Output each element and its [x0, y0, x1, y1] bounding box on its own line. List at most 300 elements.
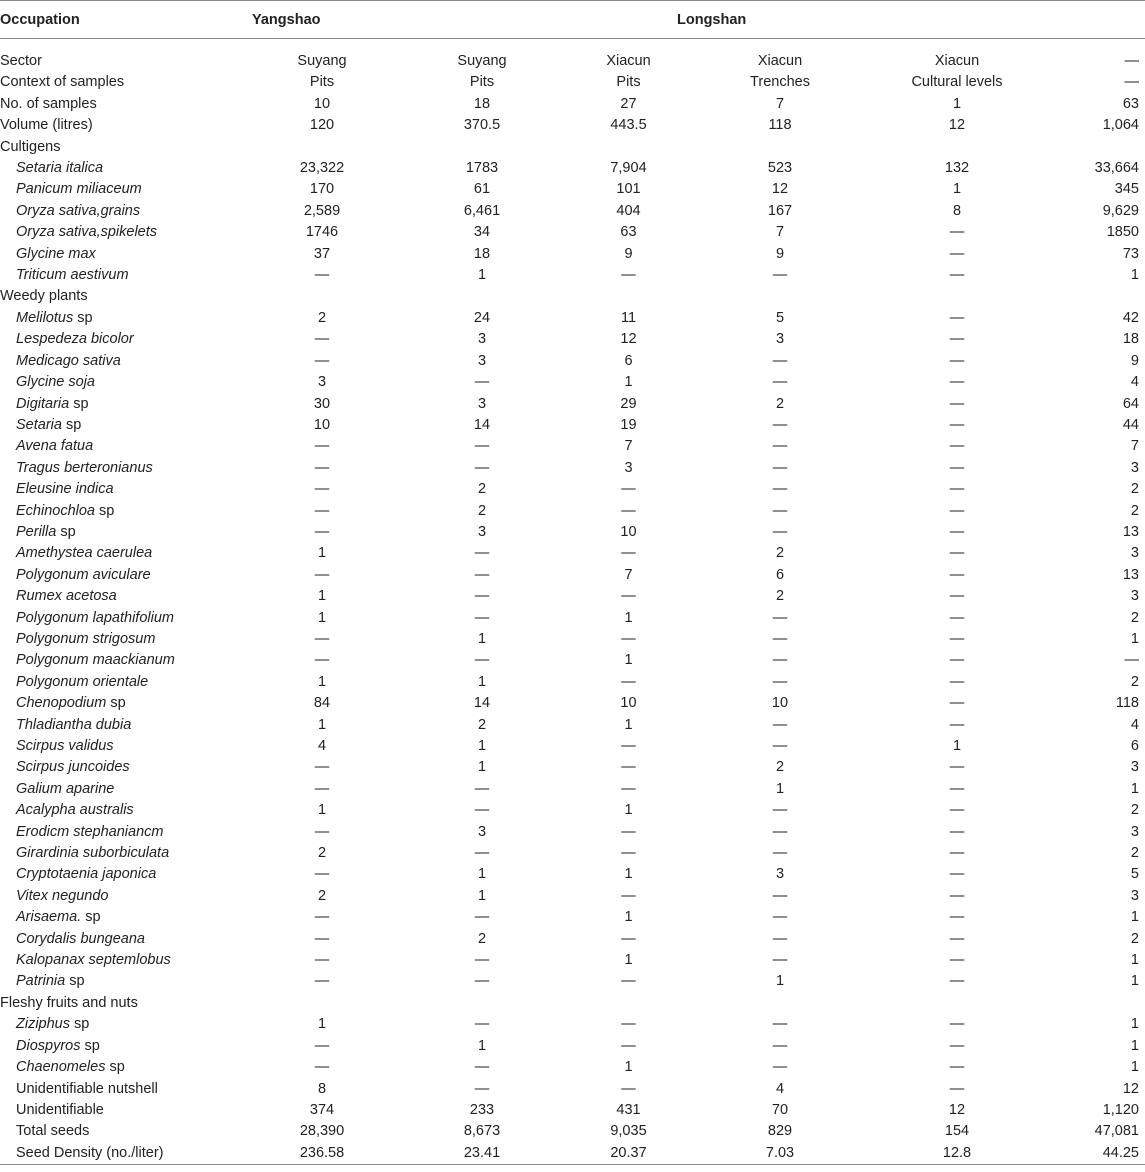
row-label [0, 822, 252, 843]
table-cell: — [314, 780, 330, 797]
table-cell: 2 [775, 588, 785, 605]
table-cell: — [474, 438, 490, 455]
table-cell: — [474, 1059, 490, 1076]
table-cell: 1 [624, 866, 633, 883]
species-name: Galium aparine [16, 780, 115, 797]
table-cell: 1783 [465, 160, 499, 177]
table-body [0, 39, 1145, 1165]
species-name: Perilla [16, 523, 57, 540]
table-cell: — [474, 652, 490, 669]
species-name: Erodicm stephaniancm [16, 823, 164, 840]
table-row [0, 522, 1145, 543]
table-row [0, 736, 1145, 757]
table-cell: — [949, 416, 965, 433]
species-name: Avena fatua [16, 438, 94, 455]
table-cell: — [949, 802, 965, 819]
species-suffix: sp [69, 395, 89, 412]
table-cell: — [949, 1080, 965, 1097]
row-label: Sector [0, 53, 42, 69]
species-name: Acalypha australis [16, 802, 134, 819]
table-cell: 30 [313, 395, 331, 412]
table-cell: 1 [317, 802, 327, 819]
table-cell: 1 [477, 673, 487, 690]
table-cell: — [621, 738, 636, 754]
table-cell: — [772, 267, 788, 284]
table-cell: 2 [477, 930, 487, 947]
table-cell: 42 [1122, 309, 1139, 326]
species-name: Digitaria [16, 395, 70, 412]
table-cell: 2 [317, 309, 327, 326]
table-row [0, 650, 1145, 671]
species-name: Medicago sativa [16, 352, 121, 369]
table-cell [1039, 137, 1145, 158]
table-cell: 7.03 [685, 1143, 875, 1165]
table-cell: — [474, 374, 490, 391]
table-cell: 7 [624, 566, 633, 583]
species-suffix: sp [95, 502, 115, 519]
table-cell: — [621, 930, 636, 947]
row-label: Unidentifiable nutshell [16, 1080, 158, 1097]
table-cell: — [314, 566, 330, 583]
table-cell: — [772, 374, 788, 391]
species-name: Ziziphus [16, 1016, 70, 1033]
table-row [0, 864, 1145, 885]
table-cell [252, 137, 392, 158]
table-cell: — [772, 887, 788, 904]
table-cell: — [949, 673, 965, 690]
table-cell: — [314, 1037, 330, 1054]
table-row [0, 1057, 1145, 1078]
table-cell [392, 993, 572, 1014]
table-cell: 1 [1130, 630, 1139, 647]
table-cell: 1850 [1106, 224, 1139, 241]
table-cell: — [474, 609, 490, 626]
table-cell: — [949, 545, 965, 562]
row-label [0, 458, 252, 479]
table-cell: 1,120 [1102, 1101, 1139, 1118]
row-label [0, 693, 252, 714]
row-label [0, 244, 252, 265]
species-name: Kalopanax septemlobus [16, 952, 171, 969]
table-cell: — [314, 502, 330, 519]
table-cell: — [621, 545, 636, 562]
table-cell: 7 [775, 95, 785, 112]
table-row [0, 39, 1145, 73]
table-cell: Suyang [297, 53, 347, 69]
table-cell: — [949, 866, 965, 883]
table-cell: 3 [1130, 823, 1139, 840]
table-row [0, 629, 1145, 650]
table-cell: — [949, 630, 965, 647]
table-cell: 9,035 [610, 1123, 647, 1140]
table-cell: 1 [624, 609, 633, 626]
table-row [0, 1036, 1145, 1057]
species-name: Thladiantha dubia [16, 716, 132, 733]
table-cell: 2 [477, 481, 487, 498]
header-longshan: Longshan [685, 1, 875, 39]
table-cell: 1 [477, 267, 487, 284]
species-name: Scirpus validus [16, 738, 114, 754]
table-cell: 2 [1130, 930, 1139, 947]
table-cell [392, 137, 572, 158]
table-cell: — [621, 780, 636, 797]
row-label [0, 650, 252, 671]
table-cell: — [949, 374, 965, 391]
table-cell: 1 [775, 780, 785, 797]
table-row [0, 886, 1145, 907]
table-cell [685, 993, 875, 1014]
table-row [0, 158, 1145, 179]
table-cell: Xiacun [757, 53, 803, 69]
row-label [0, 586, 252, 607]
table-cell: 1 [1130, 952, 1139, 969]
row-label: No. of samples [0, 95, 97, 112]
table-cell: 1 [624, 952, 633, 969]
table-cell: 345 [1114, 181, 1139, 198]
table-cell: — [772, 416, 788, 433]
species-suffix: sp [56, 523, 76, 540]
table-cell: 3 [477, 523, 487, 540]
species-suffix: sp [106, 695, 126, 712]
table-cell: 1 [317, 716, 327, 733]
table-row [0, 907, 1145, 928]
table-cell: 18 [473, 95, 491, 112]
table-cell: 18 [473, 245, 491, 262]
species-name: Glycine max [16, 245, 96, 262]
table-cell: Pits [469, 74, 495, 91]
table-cell: 4 [1130, 716, 1139, 733]
table-cell: 23,322 [299, 160, 345, 177]
table-cell: 3 [477, 352, 487, 369]
table-cell: 2 [1130, 673, 1139, 690]
table-cell: — [949, 502, 965, 519]
table-cell: 1 [317, 588, 327, 605]
table-cell: — [621, 845, 636, 862]
table-cell: — [949, 523, 965, 540]
table-cell: 33,664 [1094, 160, 1139, 177]
table-cell: 2 [317, 845, 327, 862]
table-cell: — [949, 909, 965, 926]
table-cell: 7 [1130, 438, 1139, 455]
table-row [0, 479, 1145, 500]
table-cell: 1 [317, 609, 327, 626]
species-suffix: sp [80, 1037, 100, 1054]
header-yangshao: Yangshao [252, 1, 392, 39]
row-label [0, 222, 252, 243]
table-cell: 1 [624, 716, 633, 733]
table-cell: 28,390 [299, 1123, 345, 1140]
table-cell: 9 [1130, 352, 1139, 369]
table-cell: 63 [620, 224, 637, 241]
table-cell: 63 [1122, 95, 1139, 112]
table-row [0, 137, 1145, 158]
table-cell: 2 [775, 545, 785, 562]
table-cell [572, 286, 685, 307]
row-label: Fleshy fruits and nuts [0, 994, 138, 1011]
table-cell: — [949, 1016, 965, 1033]
table-row [0, 351, 1145, 372]
table-row [0, 608, 1145, 629]
table-cell: — [772, 845, 788, 862]
row-label: Context of samples [0, 74, 125, 91]
table-cell: — [949, 823, 965, 840]
table-cell: 13 [1122, 523, 1139, 540]
row-label [0, 779, 252, 800]
table-cell [875, 137, 1039, 158]
table-cell: 1 [1130, 1059, 1139, 1076]
table-row [0, 372, 1145, 393]
table-cell [572, 993, 685, 1014]
table-cell: 6 [775, 566, 785, 583]
table-cell: — [314, 331, 330, 348]
table-cell: 374 [309, 1101, 335, 1118]
table-cell: — [314, 267, 330, 284]
species-suffix: sp [73, 309, 93, 326]
table-cell: Xiacun [606, 53, 651, 69]
table-cell: 4 [1130, 374, 1139, 391]
row-label: Volume (litres) [0, 117, 93, 134]
table-cell: — [772, 652, 788, 669]
species-suffix: sp [81, 909, 101, 926]
row-label [0, 736, 252, 757]
table-cell: 1 [624, 909, 633, 926]
table-row [0, 501, 1145, 522]
table-cell: — [474, 566, 490, 583]
table-row [0, 1143, 1145, 1165]
table-cell: — [474, 588, 490, 605]
table-cell: 47,081 [1094, 1123, 1139, 1140]
species-name: Amethystea caerulea [16, 545, 153, 562]
species-name: Cryptotaenia japonica [16, 866, 157, 883]
table-cell: 118 [768, 117, 792, 134]
table-cell: 1 [317, 1016, 327, 1033]
table-cell: 6 [1130, 738, 1139, 754]
table-cell: 1 [317, 545, 327, 562]
table-cell: — [772, 352, 788, 369]
table-cell: 14 [473, 416, 491, 433]
table-cell: — [949, 1059, 965, 1076]
table-cell: 1 [624, 802, 633, 819]
table-cell: Pits [309, 74, 335, 91]
table-cell: 118 [1115, 695, 1139, 712]
table-cell: 1 [624, 652, 633, 669]
table-cell: — [949, 780, 965, 797]
table-row [0, 458, 1145, 479]
table-cell: 3 [624, 459, 633, 476]
row-label [0, 1057, 252, 1078]
species-name: Arisaema. [16, 909, 82, 926]
table-cell: 4 [775, 1080, 785, 1097]
table-cell: Suyang [457, 53, 507, 69]
table-cell: — [474, 845, 490, 862]
table-cell: — [314, 759, 330, 776]
table-cell: — [314, 523, 330, 540]
table-cell [1039, 286, 1145, 307]
species-name: Glycine soja [16, 374, 95, 391]
table-cell: — [949, 438, 965, 455]
table-cell: — [621, 1016, 636, 1033]
table-cell: — [772, 1059, 788, 1076]
table-cell: 829 [767, 1123, 793, 1140]
species-name: Rumex acetosa [16, 588, 117, 605]
table-cell: — [949, 588, 965, 605]
table-cell: — [621, 588, 636, 605]
row-label [0, 715, 252, 736]
table-cell: 3 [1130, 887, 1139, 904]
table-cell: 2 [477, 716, 487, 733]
table-row [0, 308, 1145, 329]
table-cell: 3 [1130, 545, 1139, 562]
table-cell: — [772, 738, 788, 754]
table-cell: 12 [1122, 1080, 1139, 1097]
table-cell: 1 [1130, 1037, 1139, 1054]
table-cell: 1 [952, 95, 962, 112]
table-cell: 84 [313, 695, 331, 712]
species-name: Chaenomeles [16, 1059, 106, 1076]
table-cell: 12 [771, 181, 789, 198]
table-cell: — [314, 930, 330, 947]
table-cell: 1 [1130, 267, 1139, 284]
table-cell: 1 [624, 1059, 633, 1076]
table-cell: 24 [473, 309, 491, 326]
table-cell: — [772, 502, 788, 519]
table-cell: 10 [313, 95, 331, 112]
table-cell: 2 [775, 759, 785, 776]
table-cell: — [621, 267, 636, 284]
table-header-row [0, 1, 1145, 39]
table-cell: — [949, 930, 965, 947]
species-name: Panicum miliaceum [16, 181, 142, 198]
table-row [0, 436, 1145, 457]
table-cell: 12 [948, 117, 966, 134]
table-row [0, 715, 1145, 736]
table-cell: 443.5 [610, 117, 647, 134]
table-cell: 61 [473, 181, 491, 198]
table-cell: 3 [317, 374, 327, 391]
table-row [0, 94, 1145, 115]
table-cell: 1 [1130, 1016, 1139, 1033]
table-cell: 1 [624, 374, 633, 391]
table-cell: 34 [473, 224, 491, 241]
table-row [0, 1014, 1145, 1035]
table-cell: — [314, 1059, 330, 1076]
table-row [0, 244, 1145, 265]
species-name: Setaria [16, 416, 62, 433]
table-cell: — [621, 502, 636, 519]
table-cell: 64 [1122, 395, 1139, 412]
table-cell [572, 137, 685, 158]
table-cell: — [621, 759, 636, 776]
species-name: Oryza sativa,spikelets [16, 224, 158, 241]
row-label [0, 543, 252, 564]
row-label [0, 886, 252, 907]
table-cell [875, 993, 1039, 1014]
table-cell: 1 [477, 738, 487, 754]
table-row [0, 265, 1145, 286]
species-name: Diospyros [16, 1037, 81, 1054]
table-cell: 20.37 [572, 1143, 685, 1165]
row-label [0, 479, 252, 500]
table-cell: — [772, 523, 788, 540]
table-cell: — [772, 459, 788, 476]
table-cell: 7 [775, 224, 785, 241]
species-name: Patrinia [16, 973, 66, 990]
table-cell: 12 [948, 1101, 966, 1118]
species-suffix: sp [65, 973, 85, 990]
table-cell: 2 [477, 502, 487, 519]
table-row [0, 757, 1145, 778]
table-cell: 2 [1130, 502, 1139, 519]
table-cell: 2 [317, 887, 327, 904]
table-cell: 10 [313, 416, 331, 433]
table-cell: — [949, 245, 965, 262]
table-cell: 27 [620, 95, 637, 112]
table-cell: — [949, 609, 965, 626]
table-cell: 233 [469, 1101, 495, 1118]
table-cell: — [474, 909, 490, 926]
row-label: Cultigens [0, 138, 61, 155]
table-cell: — [949, 395, 965, 412]
table-row [0, 179, 1145, 200]
table-cell: — [314, 459, 330, 476]
table-cell: — [949, 695, 965, 712]
table-cell [685, 286, 875, 307]
table-cell: 70 [771, 1101, 789, 1118]
table-row [0, 415, 1145, 436]
table-cell: 12.8 [875, 1143, 1039, 1165]
table-cell: — [621, 481, 636, 498]
row-label: Unidentifiable [16, 1101, 104, 1118]
table-cell: 3 [477, 395, 487, 412]
table-cell: — [772, 673, 788, 690]
table-cell: 7 [624, 438, 633, 455]
table-cell: 1 [477, 887, 487, 904]
table-cell: — [621, 1080, 636, 1097]
table-row [0, 329, 1145, 350]
table-cell: — [772, 609, 788, 626]
species-name: Chenopodium [16, 695, 107, 712]
table-row [0, 1079, 1145, 1100]
table-cell: — [621, 823, 636, 840]
table-cell: — [314, 652, 330, 669]
row-label [0, 672, 252, 693]
table-cell: 3 [1130, 588, 1139, 605]
table-row [0, 72, 1145, 93]
species-name: Tragus berteronianus [16, 459, 153, 476]
table-cell: — [949, 481, 965, 498]
table-cell: 1746 [305, 224, 339, 241]
species-name: Polygonum strigosum [16, 630, 156, 647]
table-cell: 37 [313, 245, 331, 262]
table-cell [685, 137, 875, 158]
table-row [0, 286, 1145, 307]
table-cell: — [314, 866, 330, 883]
table-cell: 3 [477, 823, 487, 840]
species-name: Echinochloa [16, 502, 95, 519]
table-cell: Trenches [750, 74, 810, 91]
row-label [0, 864, 252, 885]
species-suffix: sp [105, 1059, 125, 1076]
row-label [0, 308, 252, 329]
row-label [0, 179, 252, 200]
species-suffix: sp [70, 1016, 90, 1033]
table-row [0, 822, 1145, 843]
table-cell: 236.58 [252, 1143, 392, 1165]
table-cell: 1 [952, 738, 962, 754]
table-cell: 5 [775, 309, 785, 326]
table-cell [1039, 993, 1145, 1014]
table-cell: — [621, 630, 636, 647]
